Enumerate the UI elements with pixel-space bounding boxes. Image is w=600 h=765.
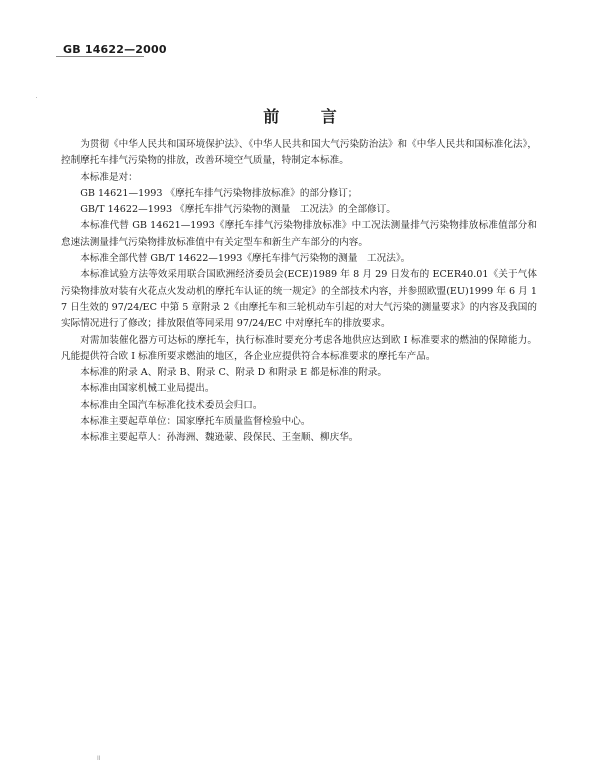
- paragraph-centralized-by: 本标准由全国汽车标准化技术委员会归口。: [80, 399, 263, 411]
- page-title: 前 言: [263, 107, 355, 126]
- page-number: II: [97, 755, 101, 762]
- body-text: [61, 137, 537, 447]
- paragraph-replaces-partial: 本标准代替 GB 14621—1993《摩托车排气污染物排放标准》中工况法测量排气污染物排放标准值部分和怠速法测量排气污染物排放标准值中有关定型车和新生产车部分的内容。: [61, 220, 537, 248]
- paragraph-drafting-unit: 本标准主要起草单位：国家摩托车质量监督检验中心。: [80, 416, 311, 428]
- standard-code: GB 14622—2000: [63, 43, 167, 56]
- paragraph-revision-intro: 本标准是对：: [80, 171, 138, 183]
- paragraph-proposed-by: 本标准由国家机械工业局提出。: [80, 383, 215, 395]
- paragraph-purpose: 为贯彻《中华人民共和国环境保护法》、《中华人民共和国大气污染防治法》和《中华人民共和国标准化法》，控制摩托车排气污染物的排放，改善环境空气质量，特制定本标准。: [61, 139, 537, 167]
- scan-speck: [36, 97, 37, 98]
- paragraph-replaces-full: 本标准全部代替 GB/T 14622—1993《摩托车排气污染物的测量 工况法》。: [80, 253, 411, 265]
- paragraph-test-method: 本标准试验方法等效采用联合国欧洲经济委员会(ECE)1989 年 8 月 29 日发布的 ECER40.01《关于气体污染物排放对装有火花点火发动机的摩托车认证的统一规定》的全部技术内容，并参照欧盟(EU)1999 年 6 月 17 日生效的 97/24/EC 中第 5 章附录 2《由摩托车和三轮机动车引起的对大气污染的测量要求》的内容及我国的实际情况进行了修改；排放限值等同采用 97/24/EC 中对摩托车的排放要求。: [61, 269, 537, 330]
- paragraph-revision-item-2: GB/T 14622—1993 《摩托车排气污染物的测量 工况法》的全部修订。: [80, 204, 396, 216]
- paragraph-appendices: 本标准的附录 A、附录 B、附录 C、附录 D 和附录 E 都是标准的附录。: [80, 367, 387, 379]
- paragraph-revision-item-1: GB 14621—1993 《摩托车排气污染物排放标准》的部分修订；: [80, 187, 358, 199]
- paragraph-drafters: 本标准主要起草人：孙海洲、魏逊蒙、段保民、王奎顺、柳庆华。: [80, 432, 359, 444]
- header-rule: [56, 56, 144, 57]
- paragraph-catalyst: 对需加装催化器方可达标的摩托车，执行标准时要充分考虑各地供应达到欧 Ⅰ 标准要求的燃油的保障能力。凡能提供符合欧 Ⅰ 标准所要求燃油的地区，各企业应提供符合本标准要求的摩托车产品。: [61, 334, 537, 362]
